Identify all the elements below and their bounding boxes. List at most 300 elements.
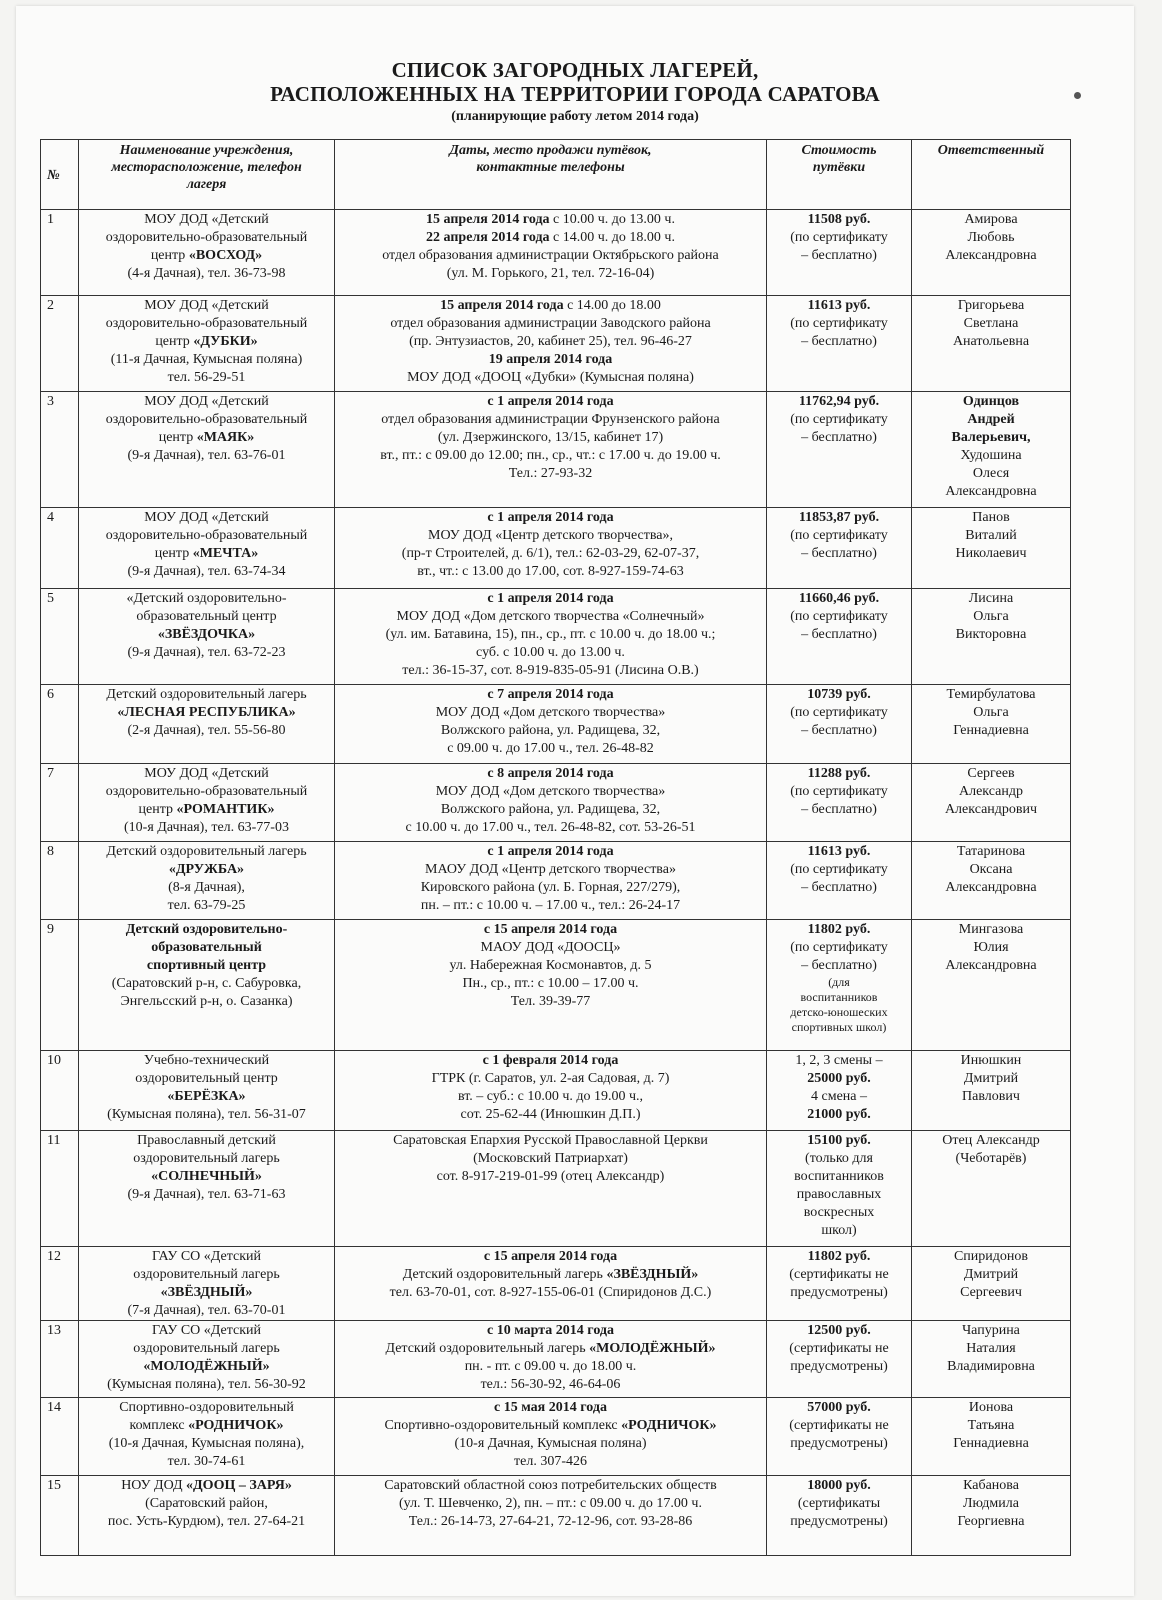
- responsible-person-text: Татьяна: [967, 1418, 1015, 1433]
- voucher-cost-text: (по сертификату: [790, 412, 888, 427]
- camp-name-line: [82, 1302, 331, 1320]
- camp-name-text: (Кумысная поляна), тел. 56-30-92: [107, 1377, 306, 1392]
- camp-name-line: [82, 1248, 331, 1266]
- table-row: [41, 685, 1071, 764]
- camp-name-bold-text: «ДРУЖБА»: [168, 862, 245, 877]
- responsible-person-line: [915, 509, 1067, 527]
- responsible-person-text: Любовь: [967, 230, 1015, 245]
- voucher-cost-line: [770, 1477, 908, 1495]
- camp-name-bold-text: «РОДНИЧОК»: [188, 1418, 284, 1433]
- voucher-cost-line: [770, 1088, 908, 1106]
- header-name: Наименование учреждения, месторасположение, телефон лагеря: [79, 140, 335, 210]
- sale-dates: [335, 1051, 767, 1131]
- camp-name-bold-text: «ЛЕСНАЯ РЕСПУБЛИКА»: [117, 705, 296, 720]
- voucher-cost-line: [770, 957, 908, 975]
- responsible-person-line: [915, 1284, 1067, 1302]
- sale-dates-line: [338, 509, 763, 527]
- responsible-person-line: [915, 545, 1067, 563]
- voucher-cost-line: [770, 1358, 908, 1376]
- voucher-cost-text: православных: [796, 1187, 882, 1202]
- camp-name-line: [82, 297, 331, 315]
- voucher-cost: [767, 210, 912, 296]
- sale-dates: [335, 392, 767, 508]
- sale-dates: [335, 296, 767, 392]
- voucher-cost-line: [770, 429, 908, 447]
- document-title-line1: СПИСОК ЗАГОРОДНЫХ ЛАГЕРЕЙ,: [391, 58, 759, 82]
- sale-dates-line: [338, 957, 763, 975]
- sale-dates-bold-text: с 7 апреля 2014 года: [487, 687, 614, 702]
- responsible-person-text: Ионова: [968, 1400, 1014, 1415]
- responsible-person-text: Наталия: [966, 1341, 1016, 1356]
- camp-name-line: [82, 1376, 331, 1394]
- responsible-person-line: [915, 861, 1067, 879]
- camp-name-line: [82, 1284, 331, 1302]
- voucher-cost-line: [770, 1204, 908, 1222]
- row-num: 1: [41, 210, 79, 296]
- voucher-cost: [767, 1131, 912, 1247]
- voucher-cost-line: [770, 411, 908, 429]
- responsible-person-text: Сергеев: [967, 766, 1015, 781]
- camp-name-text: Православный детский: [137, 1133, 276, 1148]
- row-num: 15: [41, 1476, 79, 1556]
- camp-name-text: центр: [154, 546, 193, 561]
- voucher-cost-bold-text: 11288 руб.: [807, 766, 871, 781]
- camp-name-line: [82, 921, 331, 939]
- sale-dates-text: МАОУ ДОД «Центр детского творчества»: [425, 862, 676, 877]
- responsible-person-line: [915, 483, 1067, 501]
- voucher-cost-line: [770, 1284, 908, 1302]
- sale-dates: [335, 589, 767, 685]
- camp-name-line: [82, 333, 331, 351]
- punch-hole-mark: [1074, 92, 1081, 99]
- voucher-cost: [767, 296, 912, 392]
- responsible-person-text: Панов: [972, 510, 1010, 525]
- camp-name-line: [82, 1513, 331, 1531]
- responsible-person: [912, 508, 1071, 589]
- camp-name-line: [82, 897, 331, 915]
- voucher-cost-line: [770, 1186, 908, 1204]
- responsible-person-text: Темирбулатова: [946, 687, 1036, 702]
- voucher-cost-text: (по сертификату: [790, 609, 888, 624]
- sale-dates-line: [338, 1358, 763, 1376]
- camp-name-text: Детский оздоровительный лагерь: [106, 844, 307, 859]
- sale-dates-line: [338, 1168, 763, 1186]
- camp-name-line: [82, 861, 331, 879]
- voucher-cost-text: (по сертификату: [790, 940, 888, 955]
- sale-dates-line: [338, 921, 763, 939]
- sale-dates-text: МОУ ДОД «Дом детского творчества «Солнечный»: [396, 609, 705, 624]
- sale-dates-line: [338, 1435, 763, 1453]
- responsible-person-text: Оксана: [969, 862, 1013, 877]
- voucher-cost: [767, 1476, 912, 1556]
- voucher-cost: [767, 392, 912, 508]
- camp-name-text: «Детский оздоровительно-: [126, 591, 287, 606]
- camp-name-bold-text: «МАЯК»: [196, 430, 255, 445]
- camp-name-bold-text: образовательный: [151, 940, 262, 955]
- camp-name-text: (7-я Дачная), тел. 63-70-01: [127, 1303, 286, 1318]
- sale-dates: [335, 1398, 767, 1476]
- responsible-person-bold-text: Валерьевич,: [951, 430, 1031, 445]
- sale-dates-text: Тел. 39-39-77: [510, 994, 591, 1009]
- sale-dates-line: [338, 644, 763, 662]
- camp-name-text: пос. Усть-Курдюм), тел. 27-64-21: [107, 1514, 306, 1529]
- camp-name-line: [82, 1358, 331, 1376]
- voucher-cost-bold-text: 18000 руб.: [807, 1478, 871, 1493]
- voucher-cost-line: [770, 315, 908, 333]
- sale-dates-line: [338, 1453, 763, 1471]
- row-num: 14: [41, 1398, 79, 1476]
- sale-dates-text: МОУ ДОД «Центр детского творчества»,: [428, 528, 673, 543]
- sale-dates-text: Пн., ср., пт.: с 10.00 – 17.00 ч.: [462, 976, 639, 991]
- row-num: 6: [41, 685, 79, 764]
- responsible-person-text: Сергеевич: [960, 1285, 1022, 1300]
- sale-dates-text: вт., пт.: с 09.00 до 12.00; пн., ср., чт.: с 17.00 ч. до 19.00 ч.: [380, 448, 721, 463]
- responsible-person-line: [915, 626, 1067, 644]
- sale-dates-text: тел.: 56-30-92, 46-64-06: [480, 1377, 621, 1392]
- voucher-cost-line: [770, 879, 908, 897]
- responsible-person-line: [915, 527, 1067, 545]
- table-row: [41, 296, 1071, 392]
- responsible-person-line: [915, 1513, 1067, 1531]
- voucher-cost-line: [770, 783, 908, 801]
- voucher-cost-line: [770, 843, 908, 861]
- row-num: 3: [41, 392, 79, 508]
- sale-dates-line: [338, 1322, 763, 1340]
- camp-name-line: [82, 1106, 331, 1124]
- responsible-person-line: [915, 465, 1067, 483]
- responsible-person-text: Мингазова: [958, 922, 1024, 937]
- responsible-person-line: [915, 211, 1067, 229]
- camp-name-text: (4-я Дачная), тел. 36-73-98: [127, 266, 286, 281]
- sale-dates-bold-text: с 1 апреля 2014 года: [487, 394, 614, 409]
- voucher-cost: [767, 1398, 912, 1476]
- responsible-person-line: [915, 1495, 1067, 1513]
- camp-name-line: [82, 545, 331, 563]
- camp-name-text: (9-я Дачная), тел. 63-74-34: [127, 564, 286, 579]
- sale-dates-line: [338, 879, 763, 897]
- camp-name-text: (10-я Дачная, Кумысная поляна),: [108, 1436, 305, 1451]
- responsible-person: [912, 210, 1071, 296]
- sale-dates-bold-text: с 8 апреля 2014 года: [487, 766, 614, 781]
- responsible-person-bold-text: Андрей: [967, 412, 1015, 427]
- responsible-person-line: [915, 686, 1067, 704]
- voucher-cost-text: 4 смена –: [811, 1089, 867, 1104]
- camp-name-line: [82, 1495, 331, 1513]
- camp-name-line: [82, 247, 331, 265]
- voucher-cost: [767, 589, 912, 685]
- sale-dates-line: [338, 819, 763, 837]
- row-num: 11: [41, 1131, 79, 1247]
- sale-dates-line: [338, 563, 763, 581]
- camp-name-line: [82, 563, 331, 581]
- camp-name-text: оздоровительно-образовательный: [105, 412, 308, 427]
- responsible-person-line: [915, 1417, 1067, 1435]
- sale-dates: [335, 1321, 767, 1398]
- voucher-cost-bold-text: 11508 руб.: [807, 212, 871, 227]
- sale-dates-text: с 14.00 ч. до 18.00 ч.: [549, 230, 675, 245]
- sale-dates-text: тел.: 36-15-37, сот. 8-919-835-05-91 (Лисина О.В.): [402, 663, 699, 678]
- voucher-cost-line: [770, 509, 908, 527]
- sale-dates-line: [338, 704, 763, 722]
- sale-dates-text: с 10.00 ч. до 13.00 ч.: [549, 212, 675, 227]
- voucher-cost-text: – бесплатно): [801, 248, 877, 263]
- voucher-cost-text: – бесплатно): [801, 723, 877, 738]
- camp-name-text: центр: [155, 334, 194, 349]
- sale-dates-text: (ул. Т. Шевченко, 2), пн. – пт.: с 09.00 ч. до 17.00 ч.: [399, 1496, 702, 1511]
- responsible-person-line: [915, 1399, 1067, 1417]
- camp-name-text: оздоровительно-образовательный: [105, 230, 308, 245]
- voucher-cost-text: – бесплатно): [801, 546, 877, 561]
- camp-name-line: [82, 351, 331, 369]
- voucher-cost-text: (сертификаты не: [789, 1418, 889, 1433]
- responsible-person-text: (Чеботарёв): [955, 1151, 1027, 1166]
- camp-name-bold-text: «СОЛНЕЧНЫЙ»: [151, 1169, 262, 1184]
- responsible-person-text: Ольга: [973, 609, 1009, 624]
- sale-dates-line: [338, 1132, 763, 1150]
- sale-dates-text: (10-я Дачная, Кумысная поляна): [454, 1436, 647, 1451]
- sale-dates-line: [338, 939, 763, 957]
- sale-dates: [335, 1476, 767, 1556]
- camp-name-text: комплекс: [129, 1418, 189, 1433]
- sale-dates-text: (ул. им. Батавина, 15), пн., ср., пт. с 10.00 ч. до 18.00 ч.;: [385, 627, 716, 642]
- table-row: [41, 842, 1071, 920]
- camp-name-line: [82, 411, 331, 429]
- header-num: №: [41, 140, 79, 210]
- camp-name-line: [82, 1453, 331, 1471]
- row-num: 9: [41, 920, 79, 1051]
- camp-name-text: оздоровительный лагерь: [133, 1341, 280, 1356]
- table-row: [41, 1321, 1071, 1398]
- voucher-cost-text: (только для: [805, 1151, 873, 1166]
- voucher-cost-text: (по сертификату: [790, 705, 888, 720]
- sale-dates-line: [338, 843, 763, 861]
- responsible-person-line: [915, 1358, 1067, 1376]
- responsible-person-text: Чапурина: [962, 1323, 1020, 1338]
- voucher-cost-bold-text: 11613 руб.: [807, 844, 871, 859]
- row-num: 5: [41, 589, 79, 685]
- responsible-person-line: [915, 590, 1067, 608]
- voucher-cost-line: [770, 1322, 908, 1340]
- responsible-person-text: Юлия: [973, 940, 1009, 955]
- sale-dates-line: [338, 297, 763, 315]
- sale-dates-bold-text: «ЗВЁЗДНЫЙ»: [606, 1267, 699, 1282]
- sale-dates-text: МОУ ДОД «Дом детского творчества»: [435, 784, 666, 799]
- responsible-person-line: [915, 333, 1067, 351]
- voucher-cost-line: спортивных школ): [791, 1020, 887, 1034]
- sale-dates-text: Волжского района, ул. Радищева, 32,: [440, 723, 661, 738]
- camp-name-bold-text: «ЗВЁЗДОЧКА»: [157, 627, 256, 642]
- responsible-person-text: Александровна: [945, 484, 1037, 499]
- header-cost: Стоимость путёвки: [767, 140, 912, 210]
- sale-dates-line: [338, 1417, 763, 1435]
- camp-name-text: (9-я Дачная), тел. 63-76-01: [127, 448, 286, 463]
- voucher-cost-text: – бесплатно): [801, 802, 877, 817]
- responsible-person-line: [915, 1322, 1067, 1340]
- voucher-cost-line: [770, 1070, 908, 1088]
- responsible-person-text: Анатольевна: [952, 334, 1030, 349]
- sale-dates-text: Волжского района, ул. Радищева, 32,: [440, 802, 661, 817]
- sale-dates-text: с 10.00 ч. до 17.00 ч., тел. 26-48-82, сот. 53-26-51: [405, 820, 696, 835]
- responsible-person-text: Дмитрий: [963, 1071, 1019, 1086]
- responsible-person-text: Татаринова: [956, 844, 1026, 859]
- camp-name: [79, 1131, 335, 1247]
- sale-dates-line: [338, 740, 763, 758]
- responsible-person-text: Виталий: [965, 528, 1017, 543]
- camp-name-text: оздоровительный лагерь: [133, 1151, 280, 1166]
- table-row: [41, 1476, 1071, 1556]
- sale-dates-bold-text: 15 апреля 2014 года: [440, 298, 564, 313]
- table-row: [41, 508, 1071, 589]
- camp-name-text: НОУ ДОД: [121, 1478, 187, 1493]
- sale-dates-line: [338, 333, 763, 351]
- camp-name: [79, 1051, 335, 1131]
- sale-dates-bold-text: с 15 мая 2014 года: [494, 1400, 607, 1415]
- sale-dates-line: [338, 975, 763, 993]
- sale-dates-text: суб. с 10.00 ч. до 13.00 ч.: [476, 645, 625, 660]
- camp-name-text: тел. 56-29-51: [167, 370, 246, 385]
- sale-dates-line: [338, 1266, 763, 1284]
- voucher-cost: [767, 508, 912, 589]
- voucher-cost-text: (по сертификату: [790, 316, 888, 331]
- row-num: 12: [41, 1247, 79, 1321]
- sale-dates-text: пн. - пт. с 09.00 ч. до 18.00 ч.: [464, 1359, 637, 1374]
- header-responsible: Ответственный: [912, 140, 1071, 210]
- responsible-person-line: [915, 1132, 1067, 1150]
- row-num: 13: [41, 1321, 79, 1398]
- sale-dates-line: [338, 1106, 763, 1124]
- camp-name-bold-text: «МЕЧТА»: [192, 546, 259, 561]
- camp-name-line: [82, 783, 331, 801]
- sale-dates-text: тел. 307-426: [514, 1454, 587, 1469]
- sale-dates-line: [338, 1088, 763, 1106]
- sale-dates-line: [338, 1052, 763, 1070]
- table-row: [41, 210, 1071, 296]
- camp-name: [79, 920, 335, 1051]
- responsible-person-text: Григорьева: [957, 298, 1025, 313]
- camp-name-line: [82, 527, 331, 545]
- camp-name: [79, 296, 335, 392]
- responsible-person-text: Александр: [959, 784, 1023, 799]
- sale-dates-line: [338, 447, 763, 465]
- voucher-cost-line: [770, 722, 908, 740]
- sale-dates-line: [338, 1340, 763, 1358]
- voucher-cost-text: – бесплатно): [801, 958, 877, 973]
- responsible-person-text: Инюшкин: [960, 1053, 1022, 1068]
- camp-name-line: [82, 626, 331, 644]
- voucher-cost-line: [770, 1150, 908, 1168]
- voucher-cost-line: (для: [828, 975, 850, 989]
- voucher-cost-line: [770, 297, 908, 315]
- responsible-person-text: Кабанова: [963, 1478, 1019, 1493]
- voucher-cost-bold-text: 11853,87 руб.: [798, 510, 880, 525]
- sale-dates: [335, 764, 767, 842]
- sale-dates-text: Спортивно-оздоровительный комплекс: [384, 1418, 622, 1433]
- table-row: [41, 1247, 1071, 1321]
- camp-name-text: центр: [158, 430, 197, 445]
- camp-name-line: [82, 801, 331, 819]
- sale-dates-line: [338, 1495, 763, 1513]
- sale-dates-text: ГТРК (г. Саратов, ул. 2-ая Садовая, д. 7): [431, 1071, 670, 1086]
- camp-name-line: [82, 590, 331, 608]
- sale-dates-line: [338, 722, 763, 740]
- voucher-cost-bold-text: 12500 руб.: [807, 1323, 871, 1338]
- sale-dates-bold-text: с 15 апреля 2014 года: [483, 922, 618, 937]
- responsible-person-bold-text: Одинцов: [962, 394, 1020, 409]
- camp-name-text: тел. 63-79-25: [167, 898, 246, 913]
- camp-name-line: [82, 1435, 331, 1453]
- responsible-person: [912, 589, 1071, 685]
- sale-dates: [335, 920, 767, 1051]
- sale-dates-bold-text: с 10 марта 2014 года: [487, 1323, 614, 1338]
- sale-dates-text: отдел образования администрации Заводского района: [390, 316, 711, 331]
- voucher-cost-line: [770, 333, 908, 351]
- camp-name-line: [82, 1417, 331, 1435]
- responsible-person-line: [915, 879, 1067, 897]
- voucher-cost-bold-text: 11802 руб.: [807, 922, 871, 937]
- sale-dates-line: [338, 801, 763, 819]
- voucher-cost-line: [770, 939, 908, 957]
- sale-dates-line: [338, 783, 763, 801]
- responsible-person-line: [915, 921, 1067, 939]
- sale-dates-line: [338, 897, 763, 915]
- voucher-cost-text: (по сертификату: [790, 528, 888, 543]
- camp-name-line: [82, 1168, 331, 1186]
- voucher-cost-line: [770, 1248, 908, 1266]
- responsible-person-text: Александровна: [945, 248, 1037, 263]
- responsible-person-line: [915, 229, 1067, 247]
- voucher-cost: [767, 842, 912, 920]
- sale-dates-bold-text: «РОДНИЧОК»: [621, 1418, 717, 1433]
- camp-name-line: [82, 879, 331, 897]
- sale-dates-text: с 14.00 до 18.00: [563, 298, 661, 313]
- camp-name-line: [82, 1477, 331, 1495]
- camp-name-line: [82, 819, 331, 837]
- sale-dates-line: [338, 393, 763, 411]
- camp-name-text: Детский оздоровительный лагерь: [106, 687, 307, 702]
- sale-dates-line: [338, 1399, 763, 1417]
- voucher-cost: [767, 1247, 912, 1321]
- voucher-cost-line: [770, 1168, 908, 1186]
- voucher-cost-text: предусмотрены): [790, 1514, 888, 1529]
- camp-name-text: Спортивно-оздоровительный: [119, 1400, 294, 1415]
- camp-name-text: тел. 30-74-61: [167, 1454, 246, 1469]
- responsible-person: [912, 296, 1071, 392]
- voucher-cost-text: – бесплатно): [801, 430, 877, 445]
- sale-dates-bold-text: 19 апреля 2014 года: [488, 352, 613, 367]
- responsible-person-text: Ольга: [973, 705, 1009, 720]
- voucher-cost-bold-text: 15100 руб.: [807, 1133, 871, 1148]
- responsible-person: [912, 1398, 1071, 1476]
- table-row: [41, 1131, 1071, 1247]
- camp-name-bold-text: «ДУБКИ»: [193, 334, 258, 349]
- sale-dates-text: (ул. М. Горького, 21, тел. 72-16-04): [446, 266, 655, 281]
- voucher-cost-text: – бесплатно): [801, 627, 877, 642]
- voucher-cost: [767, 1321, 912, 1398]
- voucher-cost-line: [770, 1495, 908, 1513]
- responsible-person-text: Светлана: [963, 316, 1019, 331]
- voucher-cost-line: [770, 1106, 908, 1124]
- camp-name-text: (Саратовский р-н, с. Сабуровка,: [111, 976, 302, 991]
- voucher-cost-text: 1, 2, 3 смены –: [795, 1053, 883, 1068]
- responsible-person-line: [915, 1248, 1067, 1266]
- responsible-person-line: [915, 247, 1067, 265]
- responsible-person-line: [915, 765, 1067, 783]
- camp-name-bold-text: спортивный центр: [146, 958, 267, 973]
- responsible-person-line: [915, 1340, 1067, 1358]
- voucher-cost-line: [770, 1266, 908, 1284]
- camp-name-line: [82, 975, 331, 993]
- sale-dates-line: [338, 861, 763, 879]
